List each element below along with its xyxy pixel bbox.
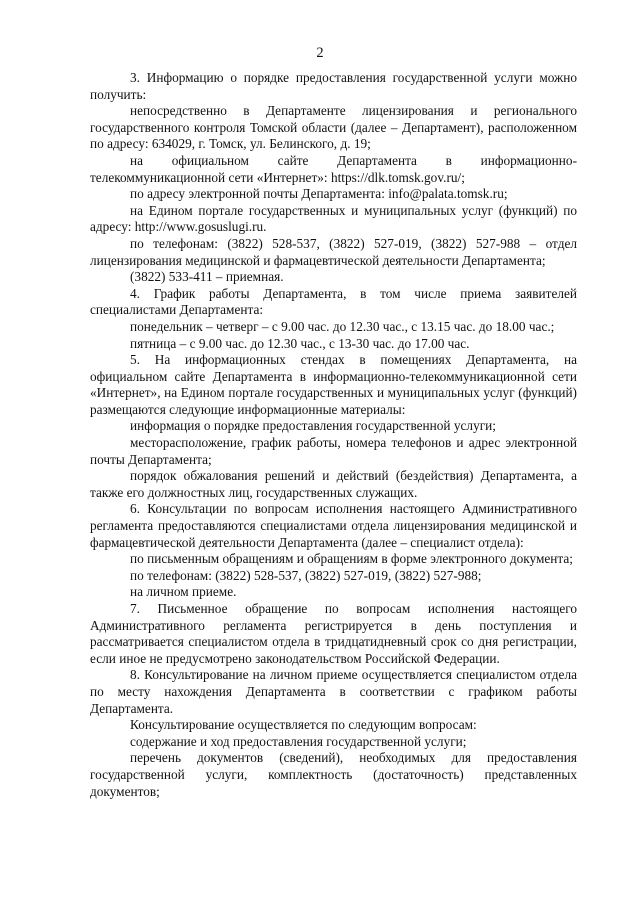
paragraph-friday: пятница – с 9.00 час. до 12.30 час., с 13-30 час. до 17.00 час. xyxy=(130,335,470,351)
paragraph-location-schedule: месторасположение, график работы, номера телефонов и адрес электронной почты Департамента; xyxy=(90,435,577,467)
paragraph-unified-portal: на Едином портале государственных и муниципальных услуг (функций) по адресу: http://www.gosuslugi.ru. xyxy=(90,202,577,235)
paragraph-service-content: содержание и ход предоставления государственной услуги; xyxy=(130,733,467,749)
paragraph-personal-reception: на личном приеме. xyxy=(130,584,237,600)
document-body xyxy=(90,70,577,800)
paragraph-email: по адресу электронной почты Департамента: info@palata.tomsk.ru; xyxy=(130,186,508,202)
paragraph-official-site: на официальном сайте Департамента в информационно-телекоммуникационной сети «Интернет»: https://dlk.tomsk.gov.ru/; xyxy=(90,152,577,185)
paragraph-phones: по телефонам: (3822) 528-537, (3822) 527-019, (3822) 527-988 – отдел лицензирования медицинской и фармацевтической деятельности Департамента; xyxy=(90,235,577,268)
paragraph-8-personal-consult: 8. Консультирование на личном приеме осуществляется специалистом отдела по месту нахождения Департамента в соответствии с графиком работы Департамента. xyxy=(90,667,577,716)
paragraph-3-intro: 3. Информацию о порядке предоставления государственной услуги можно получить: xyxy=(90,70,577,102)
paragraph-department-address: непосредственно в Департаменте лицензирования и регионального государственного контроля Томской области (далее – Департамент), расположенном по адресу: 634029, г. Томск, ул. Белинского, д. 19; xyxy=(90,103,577,152)
paragraph-4-schedule: 4. График работы Департамента, в том числе приема заявителей специалистами Департамента: xyxy=(90,285,577,318)
paragraph-7-written-request: 7. Письменное обращение по вопросам исполнения настоящего Административного регламента регистрируется в день поступления и рассматривается специалистом отдела в тридцатидневный срок со дня регистрации, если иное не предусмотрено законодательством Российской Федерации. xyxy=(90,601,577,666)
page-number: 2 xyxy=(316,45,324,61)
paragraph-procedure-info: информация о порядке предоставления государственной услуги; xyxy=(130,418,496,434)
paragraph-mon-thu: понедельник – четверг – с 9.00 час. до 12.30 час., с 13.15 час. до 18.00 час.; xyxy=(130,318,555,334)
paragraph-documents-list: перечень документов (сведений), необходимых для предоставления государственной услуги, комплектность (достаточность) представленных документов; xyxy=(90,750,577,799)
paragraph-consult-phones: по телефонам: (3822) 528-537, (3822) 527-019, (3822) 527-988; xyxy=(130,567,482,583)
paragraph-reception: (3822) 533-411 – приемная. xyxy=(130,269,284,285)
paragraph-6-consultations: 6. Консультации по вопросам исполнения настоящего Административного регламента предоставляются специалистами отдела лицензирования медицинской и фармацевтической деятельности Департамента (далее – специалист отдела): xyxy=(90,501,577,550)
paragraph-consult-topics: Консультирование осуществляется по следующим вопросам: xyxy=(130,717,477,733)
paragraph-5-info-materials: 5. На информационных стендах в помещениях Департамента, на официальном сайте Департамента в информационно-телекоммуникационной сети «Интернет», на Едином портале государственных и муниципальных услуг (функций) размещаются следующие информационные материалы: xyxy=(90,352,577,417)
paragraph-appeal-procedure: порядок обжалования решений и действий (бездействия) Департамента, а также его должностных лиц, государственных служащих. xyxy=(90,468,577,500)
paragraph-written-requests: по письменным обращениям и обращениям в форме электронного документа; xyxy=(130,551,573,567)
